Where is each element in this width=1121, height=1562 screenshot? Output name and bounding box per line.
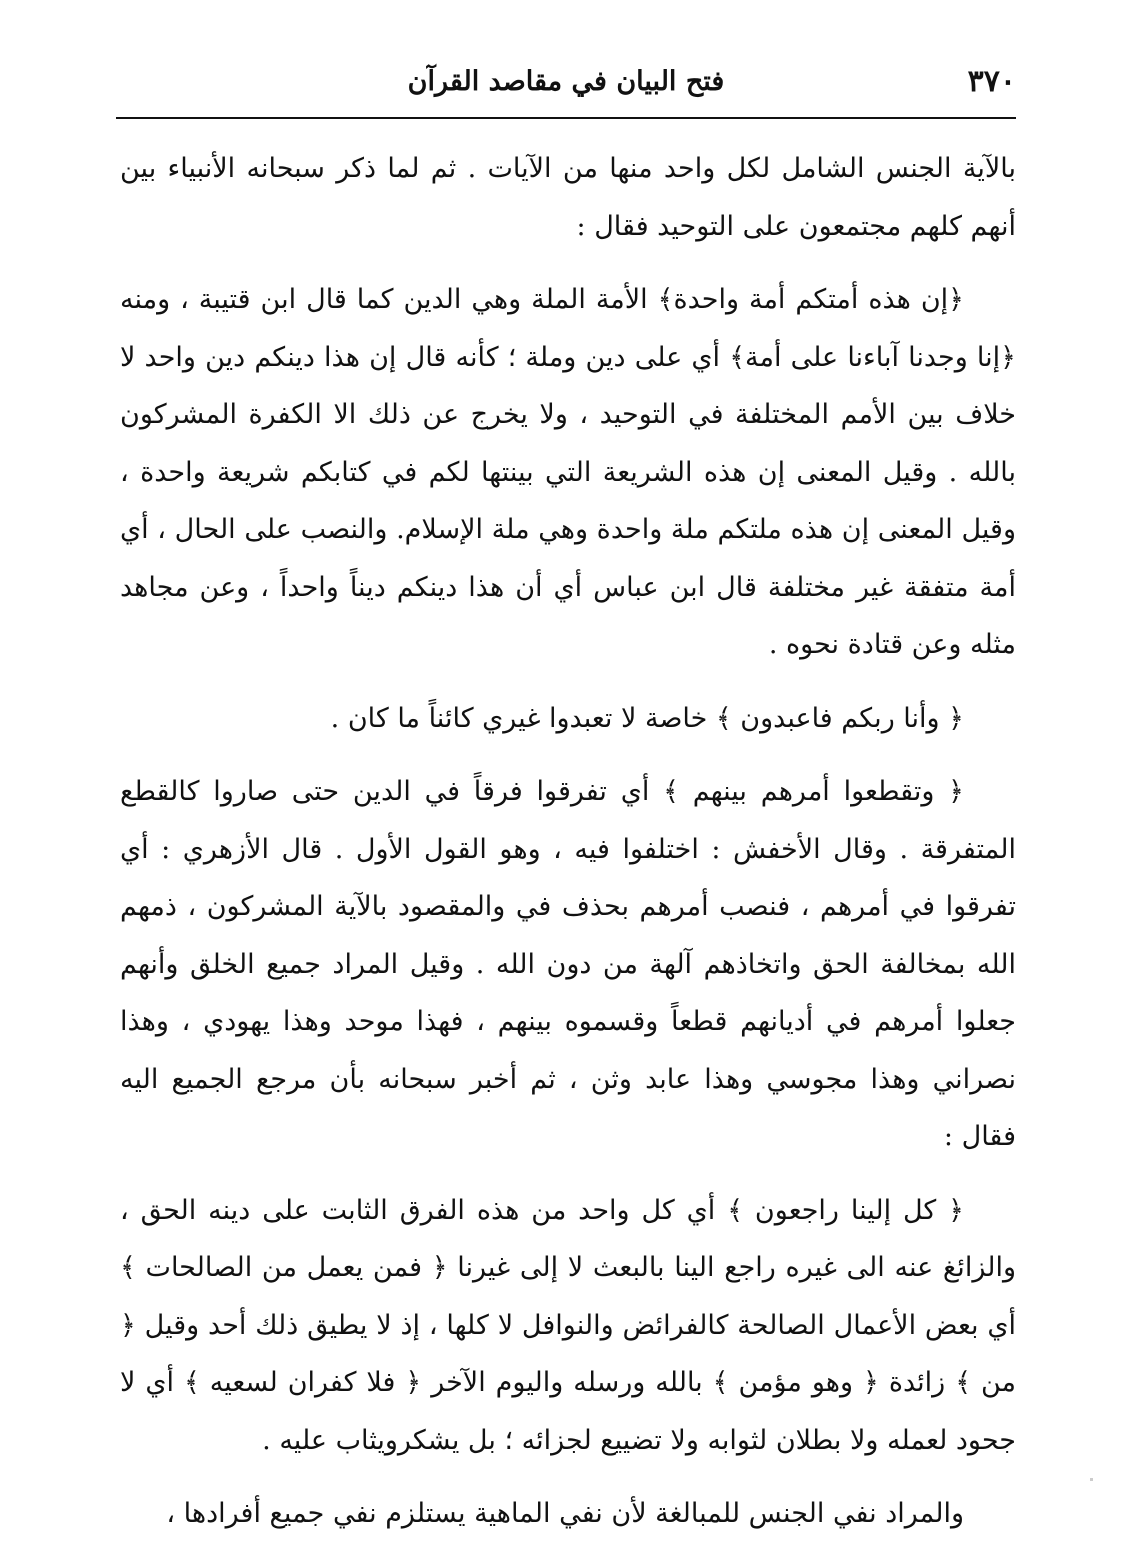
scan-speck — [1090, 1478, 1093, 1481]
paragraph: ﴿ كل إلينا راجعون ﴾ أي كل واحد من هذه الفرق الثابت على دينه الحق ، والزائغ عنه الى غيره راجع الينا بالبعث لا إلى غيرنا ﴿ فمن يعمل من الصالحات ﴾ أي بعض الأعمال الصالحة كالفرائض والنوافل لا كلها ، إذ لا يطيق ذلك أحد وقيل ﴿ من ﴾ زائدة ﴿ وهو مؤمن ﴾ بالله ورسله واليوم الآخر ﴿ فلا كفران لسعيه ﴾ أي لا جحود لعمله ولا بطلان لثوابه ولا تضييع لجزائه ؛ بل يشكرويثاب عليه . — [120, 1194, 1016, 1456]
running-title: فتح البيان في مقاصد القرآن — [407, 66, 725, 97]
paragraph: والمراد نفي الجنس للمبالغة لأن نفي الماهية يستلزم نفي جميع أفرادها ، — [166, 1498, 964, 1529]
paragraph: ﴿إن هذه أمتكم أمة واحدة﴾ الأمة الملة وهي الدين كما قال ابن قتيبة ، ومنه ﴿إنا وجدنا آباءنا على أمة﴾ أي على دين وملة ؛ كأنه قال إن هذا دينكم دين واحد لا خلاف بين الأمم المختلفة في التوحيد ، ولا يخرج عن ذلك الا الكفرة المشركون بالله . وقيل المعنى إن هذه الشريعة التي بينتها لكم في كتابكم شريعة واحدة ، وقيل المعنى إن هذه ملتكم ملة واحدة وهي ملة الإسلام. والنصب على الحال ، أي أمة متفقة غير مختلفة قال ابن عباس أي أن هذا دينكم ديناً واحداً ، وعن مجاهد مثله وعن قتادة نحوه . — [120, 284, 1016, 660]
page-header — [116, 62, 1016, 110]
page-number: ٣٧٠ — [967, 64, 1016, 99]
paragraph: ﴿ وأنا ربكم فاعبدون ﴾ خاصة لا تعبدوا غيري كائناً ما كان . — [330, 702, 964, 734]
paragraph: ﴿ وتقطعوا أمرهم بينهم ﴾ أي تفرقوا فرقاً في الدين حتى صاروا كالقطع المتفرقة . وقال الأخفش : اختلفوا فيه ، وهو القول الأول . قال الأزهري : أي تفرقوا في أمرهم ، فنصب أمرهم بحذف في والمقصود بالآية المشركون ، ذمهم الله بمخالفة الحق واتخاذهم آلهة من دون الله . وقيل المراد جميع الخلق وأنهم جعلوا أمرهم في أديانهم قطعاً وقسموه بينهم ، فهذا موحد وهذا يهودي ، وهذا نصراني وهذا مجوسي وهذا عابد وثن ، ثم أخبر سبحانه بأن مرجع الجميع اليه فقال : — [120, 776, 1016, 1152]
header-rule — [116, 117, 1016, 119]
body-text — [120, 140, 1016, 1559]
paragraph: بالآية الجنس الشامل لكل واحد منها من الآيات . ثم لما ذكر سبحانه الأنبياء بين أنهم كلهم مجتمعون على التوحيد فقال : — [120, 153, 1016, 242]
